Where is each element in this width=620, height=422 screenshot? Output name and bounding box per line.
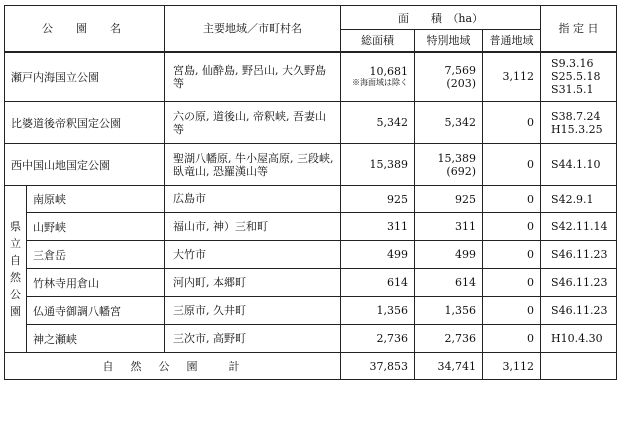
park-general-area: 3,112: [483, 52, 541, 102]
park-region: 三原市, 久井町: [165, 297, 341, 325]
park-general-area: 0: [483, 213, 541, 241]
park-total-area: 15,389: [341, 144, 415, 186]
park-name: 仏通寺御調八幡宮: [27, 297, 165, 325]
header-designation-date: 指 定 日: [541, 6, 617, 52]
park-region: 六の原, 道後山, 帝釈峡, 吾妻山等: [165, 102, 341, 144]
park-special-area: 7,569 (203): [415, 52, 483, 102]
table-row: [5, 144, 617, 186]
park-special-area: 1,356: [415, 297, 483, 325]
header-region: 主要地域／市町村名: [165, 6, 341, 52]
park-designation-date: S38.7.24 H15.3.25: [541, 102, 617, 144]
special-area-sum: 34,741: [415, 353, 483, 380]
table-row: [5, 269, 617, 297]
park-name: 竹林寺用倉山: [27, 269, 165, 297]
park-name: 南原峡: [27, 186, 165, 213]
nature-parks-table: [4, 5, 617, 380]
prefectural-parks-group-label: 県 立 自 然 公 園: [5, 186, 27, 353]
sea-area-note: ※海面域は除く: [352, 78, 408, 88]
table-row: [5, 241, 617, 269]
header-special-area: 特別地域: [415, 30, 483, 52]
park-special-area: 925: [415, 186, 483, 213]
park-special-area: 499: [415, 241, 483, 269]
park-total-area: 311: [341, 213, 415, 241]
park-general-area: 0: [483, 144, 541, 186]
park-name: 三倉岳: [27, 241, 165, 269]
park-name: 西中国山地国定公園: [5, 144, 165, 186]
park-name: 瀬戸内海国立公園: [5, 52, 165, 102]
header-general-area: 普通地域: [483, 30, 541, 52]
park-general-area: 0: [483, 297, 541, 325]
park-designation-date: S44.1.10: [541, 144, 617, 186]
park-total-area: 1,356: [341, 297, 415, 325]
park-region: 三次市, 高野町: [165, 325, 341, 353]
park-general-area: 0: [483, 186, 541, 213]
table-row: [5, 297, 617, 325]
park-designation-date: S42.9.1: [541, 186, 617, 213]
park-region: 河内町, 本郷町: [165, 269, 341, 297]
park-name: 山野峡: [27, 213, 165, 241]
park-designation-date: H10.4.30: [541, 325, 617, 353]
park-special-area: 5,342: [415, 102, 483, 144]
park-general-area: 0: [483, 325, 541, 353]
park-region: 宮島, 仙酔島, 野呂山, 大久野島等: [165, 52, 341, 102]
park-special-area: 2,736: [415, 325, 483, 353]
park-general-area: 0: [483, 102, 541, 144]
park-designation-date: S46.11.23: [541, 241, 617, 269]
park-name: 比婆道後帝釈国定公園: [5, 102, 165, 144]
header-total-area: 総面積: [341, 30, 415, 52]
total-label: 自 然 公 園 計: [5, 353, 341, 380]
park-name: 神之瀬峡: [27, 325, 165, 353]
park-designation-date: S42.11.14: [541, 213, 617, 241]
total-area-sum: 37,853: [341, 353, 415, 380]
park-total-area: 2,736: [341, 325, 415, 353]
total-row: [5, 353, 617, 380]
park-special-area: 614: [415, 269, 483, 297]
park-total-area: 10,681 ※海面域は除く: [341, 52, 415, 102]
park-region: 広島市: [165, 186, 341, 213]
park-designation-date: S46.11.23: [541, 297, 617, 325]
park-designation-date: S9.3.16 S25.5.18 S31.5.1: [541, 52, 617, 102]
nature-parks-table-container: [4, 5, 617, 380]
park-total-area: 5,342: [341, 102, 415, 144]
park-designation-date: S46.11.23: [541, 269, 617, 297]
total-date: [541, 353, 617, 380]
header-park-name: 公 園 名: [5, 6, 165, 52]
table-row: [5, 325, 617, 353]
table-row: [5, 213, 617, 241]
park-region: 聖湖八幡原, 牛小屋高原, 三段峡, 臥竜山, 恐羅漢山等: [165, 144, 341, 186]
park-special-area: 311: [415, 213, 483, 241]
general-area-sum: 3,112: [483, 353, 541, 380]
park-region: 大竹市: [165, 241, 341, 269]
park-general-area: 0: [483, 241, 541, 269]
park-region: 福山市, 神）三和町: [165, 213, 341, 241]
table-row: [5, 186, 617, 213]
header-row-1: [5, 6, 617, 30]
park-special-area: 15,389 (692): [415, 144, 483, 186]
header-area-group: 面 積 （ha）: [341, 6, 541, 30]
park-total-area: 614: [341, 269, 415, 297]
table-row: [5, 52, 617, 102]
park-total-area: 925: [341, 186, 415, 213]
park-general-area: 0: [483, 269, 541, 297]
park-total-area: 499: [341, 241, 415, 269]
table-row: [5, 102, 617, 144]
